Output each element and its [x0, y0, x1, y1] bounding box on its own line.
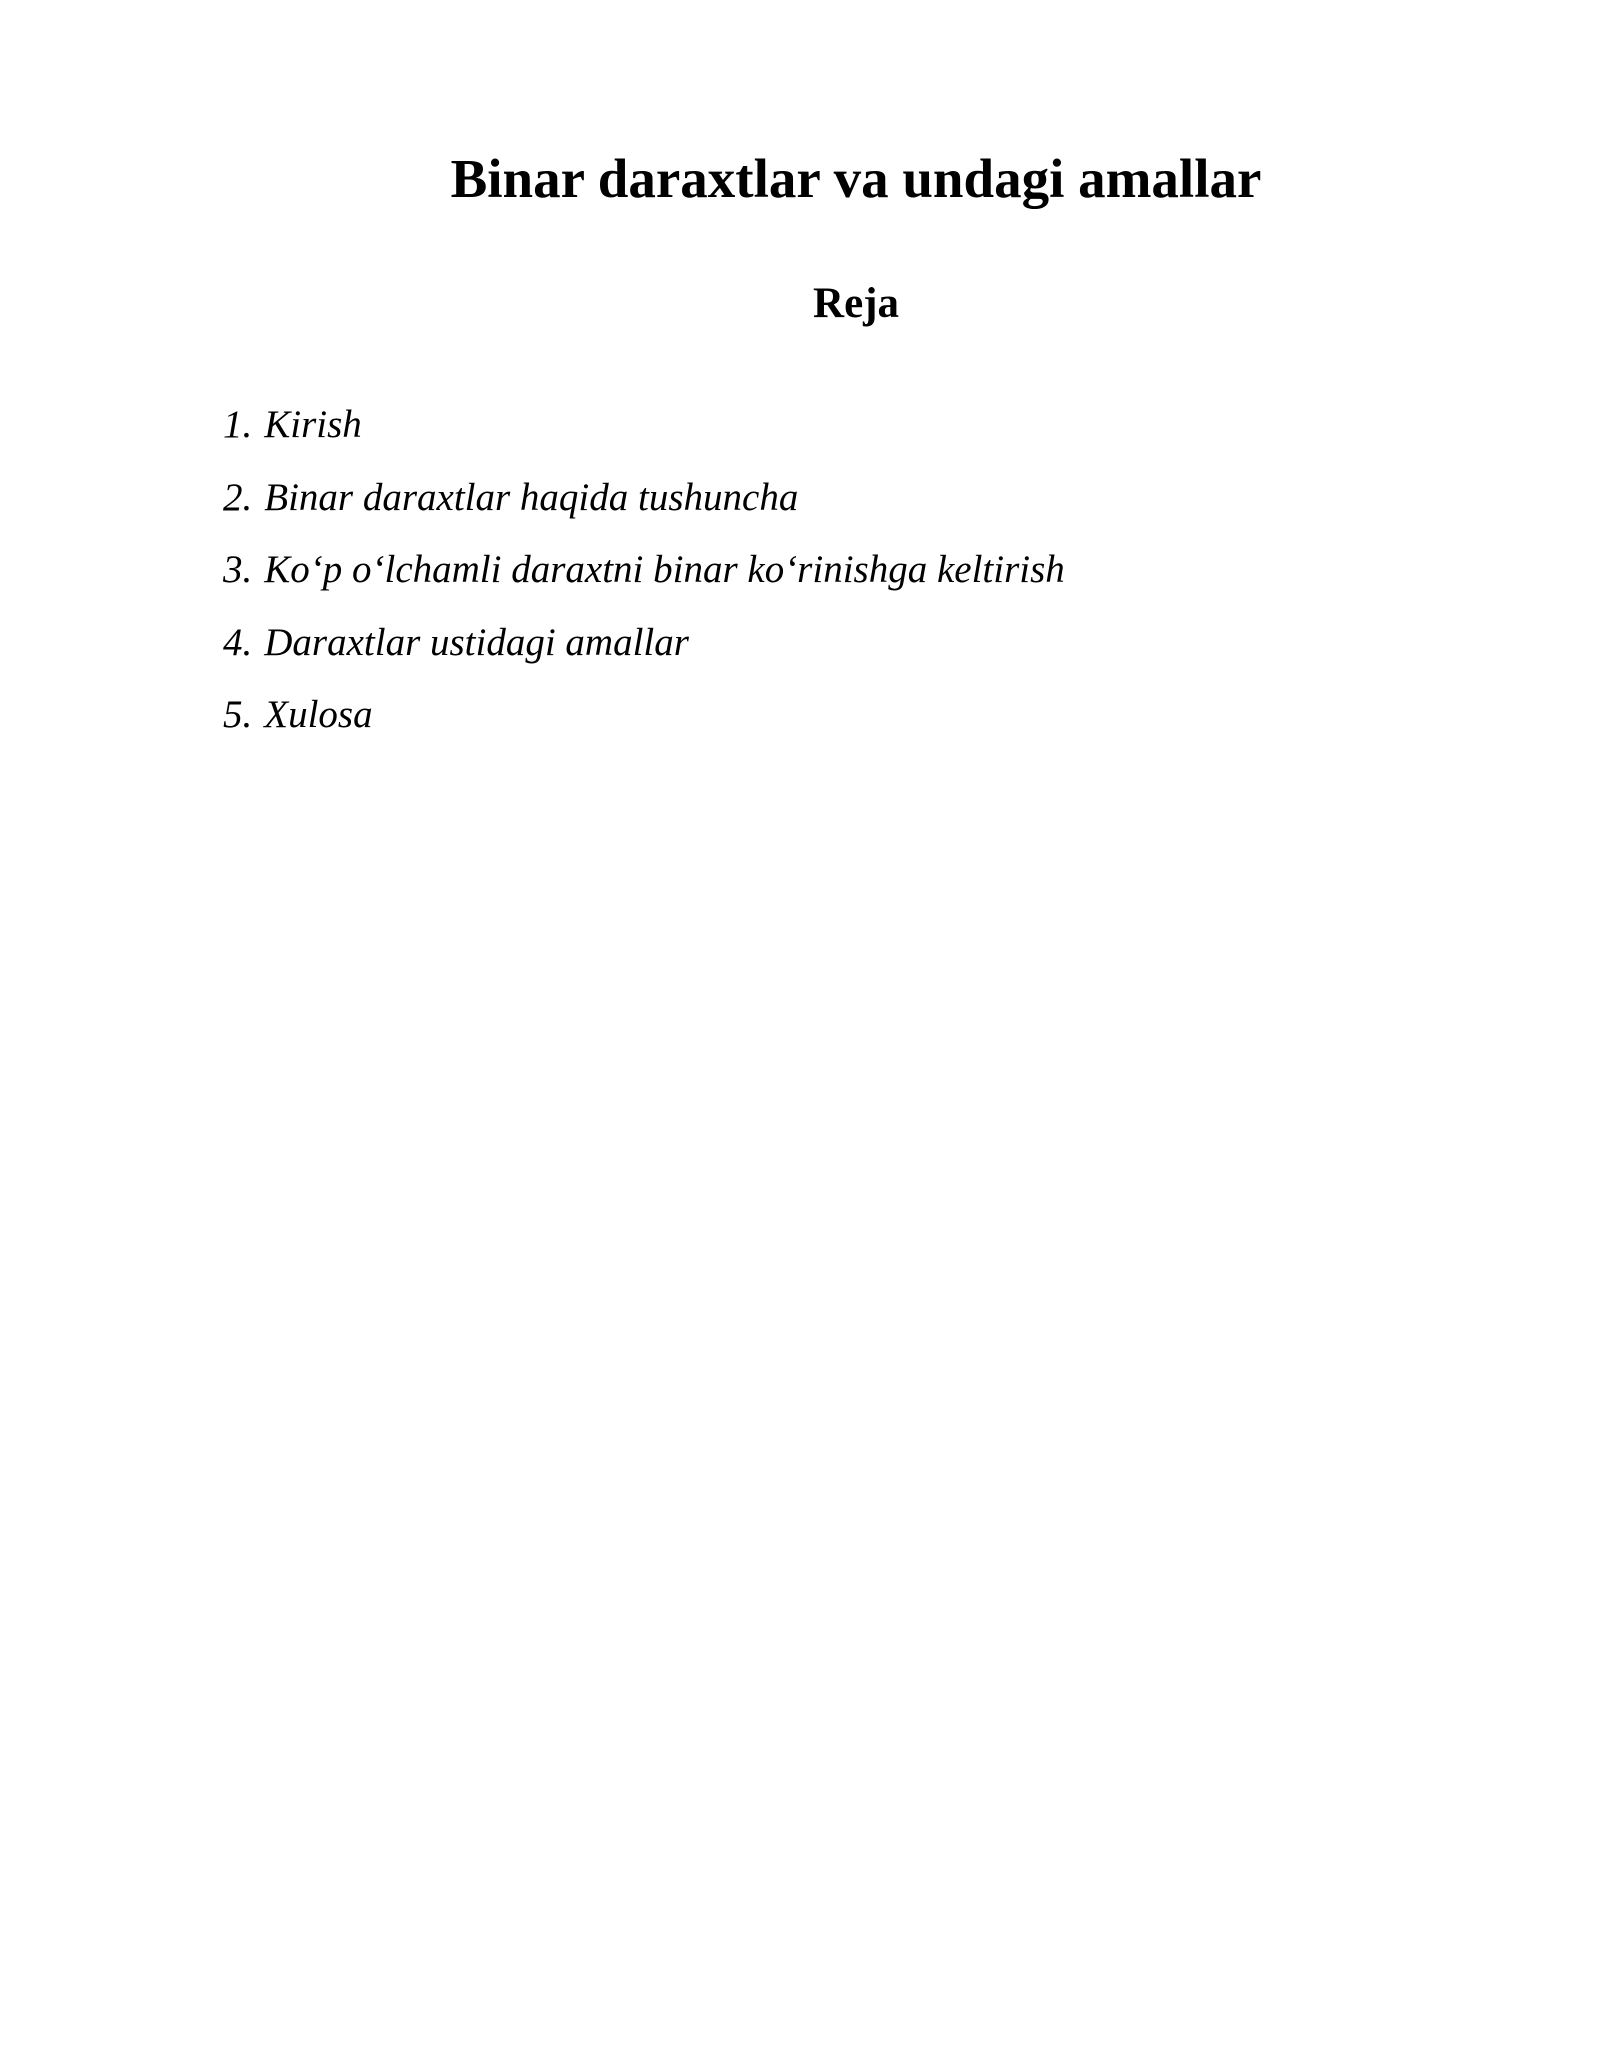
list-item-text: Ko‘p o‘lchamli daraxtni binar ko‘rinishga keltirish [264, 548, 1065, 591]
list-item [223, 534, 1065, 607]
list-item-number: 5. [223, 693, 253, 736]
list-item-text: Kirish [264, 403, 362, 446]
list-item-number: 3. [223, 548, 253, 591]
list-item-text: Binar daraxtlar haqida tushuncha [264, 475, 799, 519]
list-item-number: 2. [223, 475, 253, 519]
list-item-number: 1. [223, 403, 253, 446]
list-item [223, 607, 1065, 680]
list-item [223, 462, 1065, 535]
list-item-text: Xulosa [264, 693, 373, 736]
document-title: Binar daraxtlar va undagi amallar [450, 148, 1262, 209]
plan-list [223, 389, 1065, 752]
list-item [223, 389, 1065, 462]
list-item-text: Daraxtlar ustidagi amallar [264, 620, 689, 664]
list-item-number: 4. [223, 620, 253, 664]
plan-heading: Reja [813, 280, 899, 327]
list-item [223, 679, 1065, 752]
